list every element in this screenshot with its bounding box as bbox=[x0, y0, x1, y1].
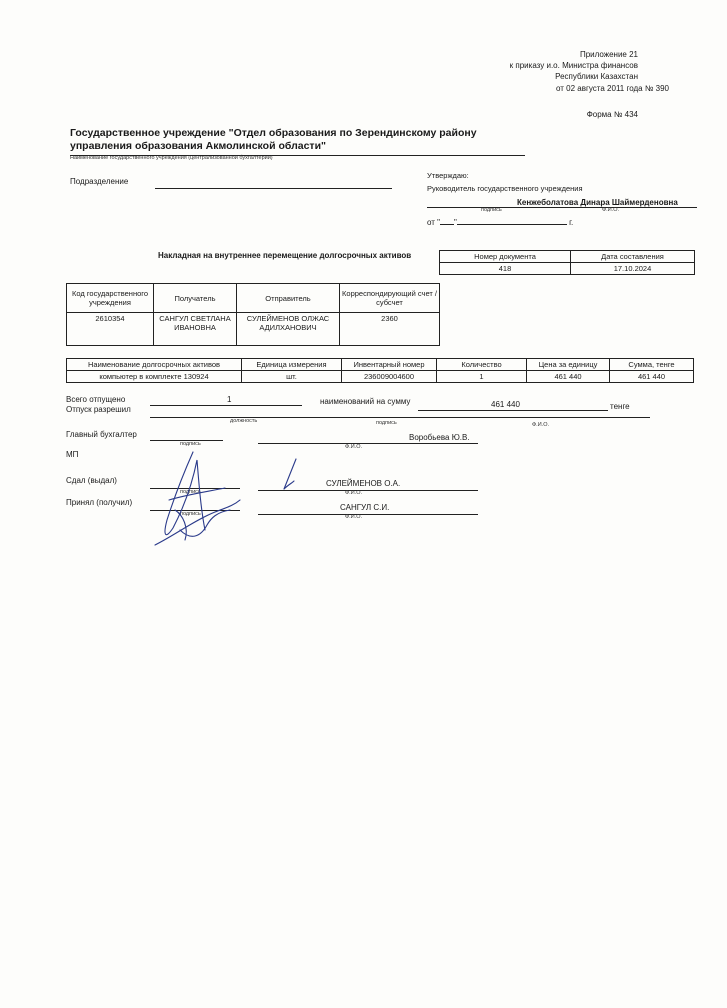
inventory-header: Инвентарный номер bbox=[342, 359, 437, 371]
sum-header: Сумма, тенге bbox=[610, 359, 694, 371]
stamp-place-label: МП bbox=[66, 450, 79, 459]
released-label: Всего отпущено bbox=[66, 395, 126, 404]
asset-name-cell: компьютер в комплекте 130924 bbox=[67, 371, 242, 383]
doc-title: Накладная на внутреннее перемещение долгосрочных активов bbox=[158, 251, 412, 260]
head-label: Руководитель государственного учреждения bbox=[427, 184, 583, 193]
head-sign-caption: подпись bbox=[481, 207, 502, 213]
release-allowed-label: Отпуск разрешил bbox=[66, 405, 131, 414]
unit-header: Единица измерения bbox=[242, 359, 342, 371]
account-header: Корреспондирующий счет / субсчет bbox=[340, 284, 440, 313]
assets-table bbox=[66, 358, 694, 383]
received-fio-caption: Ф.И.О. bbox=[345, 514, 362, 520]
quantity-cell: 1 bbox=[437, 371, 527, 383]
handwritten-signature-short bbox=[278, 455, 308, 495]
recipient-value: САНГУЛ СВЕТЛАНА ИВАНОВНА bbox=[154, 313, 237, 346]
names-sum-label: наименований на сумму bbox=[320, 397, 411, 406]
subdivision-line bbox=[155, 188, 392, 189]
unit-cell: шт. bbox=[242, 371, 342, 383]
handed-name: СУЛЕЙМЕНОВ О.А. bbox=[326, 479, 401, 488]
currency-label: тенге bbox=[610, 402, 630, 411]
doc-number-table bbox=[439, 250, 695, 275]
parties-table bbox=[66, 283, 440, 346]
received-name: САНГУЛ С.И. bbox=[340, 503, 390, 512]
chief-fio-caption: Ф.И.О. bbox=[345, 444, 362, 450]
chief-accountant-label: Главный бухгалтер bbox=[66, 430, 137, 439]
account-value: 2360 bbox=[340, 313, 440, 346]
doc-date-header: Дата составления bbox=[571, 251, 695, 263]
head-fio-caption: Ф.И.О. bbox=[602, 207, 619, 213]
received-sign-caption: подпись bbox=[180, 511, 201, 517]
doc-number-value: 418 bbox=[440, 263, 571, 275]
form-number: Форма № 434 bbox=[586, 110, 638, 119]
order-line3: от 02 августа 2011 года № 390 bbox=[556, 84, 669, 93]
appendix-label: Приложение 21 bbox=[579, 50, 638, 59]
chief-sign-caption: подпись bbox=[180, 441, 201, 447]
release-sign-caption: подпись bbox=[376, 420, 397, 426]
order-line2: Республики Казахстан bbox=[555, 72, 638, 81]
head-name: Кенжеболатова Динара Шаймерденовна bbox=[517, 198, 678, 207]
institution-caption: Наименование государственного учреждения (централизованной бухгалтерии) bbox=[70, 155, 273, 161]
sender-header: Отправитель bbox=[237, 284, 340, 313]
handed-label: Сдал (выдал) bbox=[66, 476, 117, 485]
sum-cell: 461 440 bbox=[610, 371, 694, 383]
approval-date bbox=[427, 218, 573, 227]
subdivision-label: Подразделение bbox=[70, 177, 129, 186]
date-mid: " bbox=[454, 218, 457, 227]
received-label: Принял (получил) bbox=[66, 498, 133, 507]
quantity-header: Количество bbox=[437, 359, 527, 371]
released-count: 1 bbox=[227, 395, 232, 404]
position-caption: должность bbox=[230, 418, 258, 424]
handed-fio-caption: Ф.И.О. bbox=[345, 490, 362, 496]
code-value: 2610354 bbox=[67, 313, 154, 346]
sum-value: 461 440 bbox=[491, 400, 520, 409]
date-prefix: от " bbox=[427, 218, 440, 227]
asset-name-header: Наименование долгосрочных активов bbox=[67, 359, 242, 371]
price-header: Цена за единицу bbox=[527, 359, 610, 371]
order-line1: к приказу и.о. Министра финансов bbox=[509, 61, 638, 70]
approve-label: Утверждаю: bbox=[427, 171, 469, 180]
handwritten-signature bbox=[145, 440, 255, 555]
table-row bbox=[67, 371, 694, 383]
recipient-header: Получатель bbox=[154, 284, 237, 313]
doc-date-value: 17.10.2024 bbox=[571, 263, 695, 275]
date-suffix: г. bbox=[569, 218, 574, 227]
doc-number-header: Номер документа bbox=[440, 251, 571, 263]
institution-name-line2: управления образования Акмолинской области" bbox=[70, 140, 327, 152]
price-cell: 461 440 bbox=[527, 371, 610, 383]
inventory-cell: 236009004600 bbox=[342, 371, 437, 383]
institution-name-line1: Государственное учреждение "Отдел образования по Зерендинскому району bbox=[70, 127, 477, 139]
chief-name: Воробьева Ю.В. bbox=[409, 433, 470, 442]
sender-value: СУЛЕЙМЕНОВ ОЛЖАС АДИЛХАНОВИЧ bbox=[237, 313, 340, 346]
release-fio-caption: Ф.И.О. bbox=[532, 422, 549, 428]
handed-sign-caption: подпись bbox=[180, 489, 201, 495]
code-header: Код государственного учреждения bbox=[67, 284, 154, 313]
